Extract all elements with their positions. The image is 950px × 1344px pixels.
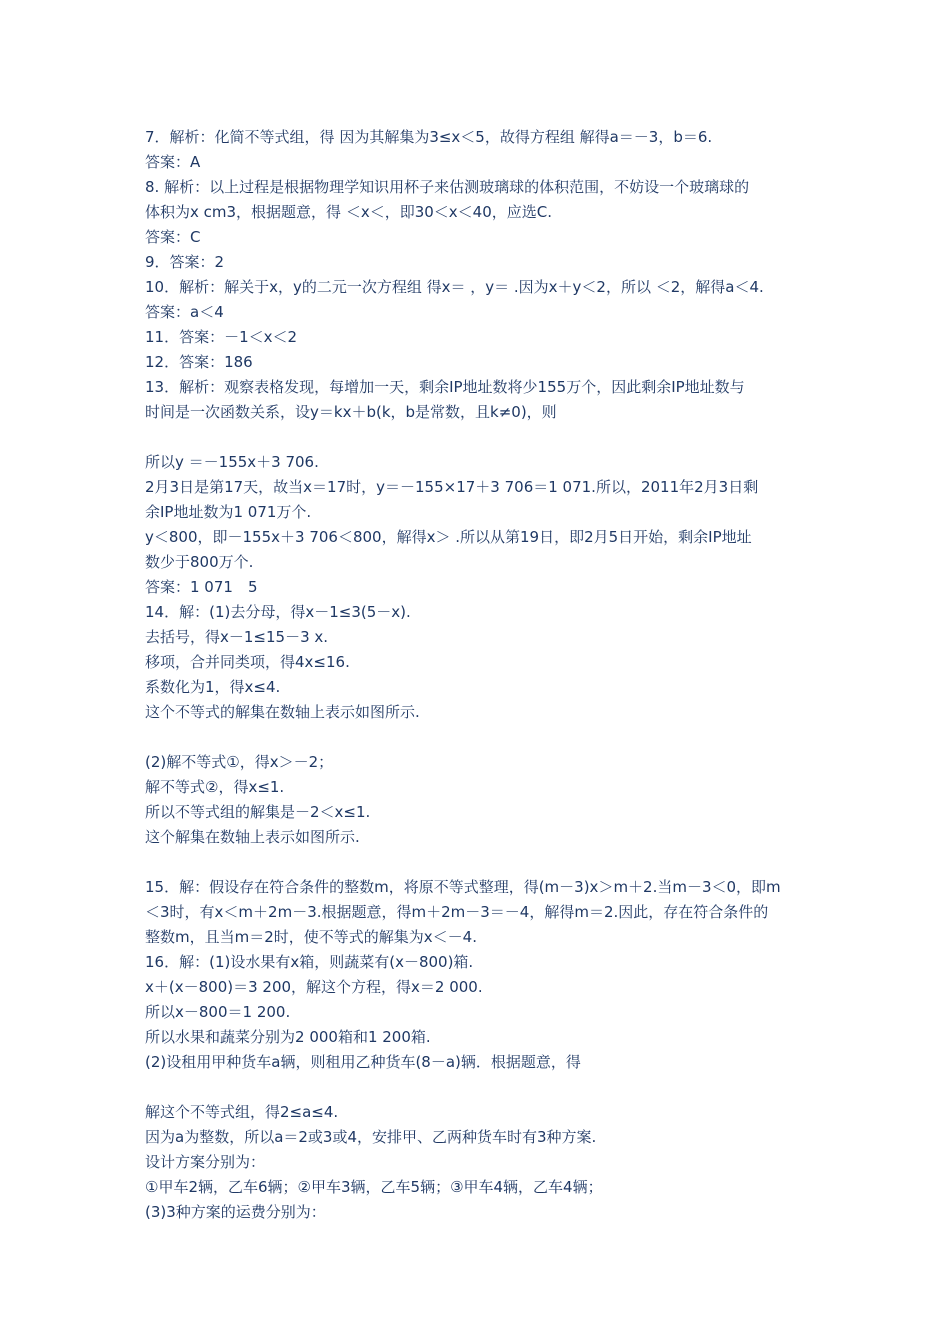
text-line: 10．解析：解关于x，y的二元一次方程组 得x＝ ，y＝ .因为x＋y＜2，所以 ＜2，解得a＜4.: [145, 278, 764, 296]
text-line: 因为a为整数，所以a＝2或3或4，安排甲、乙两种货车时有3种方案.: [145, 1128, 597, 1146]
text-line: ＜3时，有x＜m＋2m－3.根据题意，得m＋2m－3＝－4，解得m＝2.因此，存在符合条件的: [145, 903, 769, 921]
text-line: 2月3日是第17天，故当x＝17时，y＝－155×17＋3 706＝1 071.所以，2011年2月3日剩: [145, 478, 759, 496]
text-line: 13．解析：观察表格发现，每增加一天，剩余IP地址数将少155万个，因此剩余IP地址数与: [145, 378, 745, 396]
text-line: 解这个不等式组，得2≤a≤4.: [145, 1103, 339, 1121]
text-line: 11．答案：－1＜x＜2: [145, 328, 298, 346]
text-line: 答案：A: [145, 153, 201, 171]
blank-line: [145, 850, 810, 875]
text-line: 这个不等式的解集在数轴上表示如图所示.: [145, 703, 420, 721]
text-line: 答案：C: [145, 228, 201, 246]
text-line: (2)设租用甲种货车a辆，则租用乙种货车(8－a)辆．根据题意，得: [145, 1053, 581, 1071]
text-line: 8. 解析：以上过程是根据物理学知识用杯子来估测玻璃球的体积范围，不妨设一个玻璃球的: [145, 178, 750, 196]
text-line: 12．答案：186: [145, 353, 253, 371]
text-line: 所以水果和蔬菜分别为2 000箱和1 200箱.: [145, 1028, 431, 1046]
text-line: 余IP地址数为1 071万个.: [145, 503, 312, 521]
text-line: 去括号，得x－1≤15－3 x.: [145, 628, 329, 646]
text-line: 解不等式②，得x≤1.: [145, 778, 285, 796]
text-line: 整数m，且当m＝2时，使不等式的解集为x＜－4.: [145, 928, 477, 946]
text-line: 这个解集在数轴上表示如图所示.: [145, 828, 360, 846]
text-line: ①甲车2辆，乙车6辆；②甲车3辆，乙车5辆；③甲车4辆，乙车4辆；: [145, 1178, 603, 1196]
blank-line: [145, 725, 810, 750]
text-line: 14．解：(1)去分母，得x－1≤3(5－x).: [145, 603, 411, 621]
blank-line: [145, 425, 810, 450]
text-line: 9．答案：2: [145, 253, 225, 271]
text-line: 所以y ＝－155x＋3 706.: [145, 453, 319, 471]
text-line: 15．解：假设存在符合条件的整数m，将原不等式整理，得(m－3)x＞m＋2.当m－3＜0，即m: [145, 878, 781, 896]
text-line: 7．解析：化简不等式组，得 因为其解集为3≤x＜5，故得方程组 解得a＝－3，b＝6.: [145, 128, 713, 146]
text-line: 移项，合并同类项，得4x≤16.: [145, 653, 350, 671]
answer-text-body: [145, 125, 810, 1225]
blank-line: [145, 1075, 810, 1100]
text-line: 所以不等式组的解集是－2＜x≤1.: [145, 803, 371, 821]
text-line: 答案：1 071 5: [145, 578, 258, 596]
text-line: (3)3种方案的运费分别为：: [145, 1203, 326, 1221]
text-line: (2)解不等式①，得x＞－2；: [145, 753, 334, 771]
text-line: 所以x－800＝1 200.: [145, 1003, 291, 1021]
text-line: x＋(x－800)＝3 200，解这个方程，得x＝2 000.: [145, 978, 483, 996]
text-line: 数少于800万个.: [145, 553, 254, 571]
text-line: 设计方案分别为：: [145, 1153, 266, 1171]
text-line: 答案：a＜4: [145, 303, 224, 321]
text-line: y＜800，即－155x＋3 706＜800，解得x＞ .所以从第19日，即2月5日开始，剩余IP地址: [145, 528, 752, 546]
text-line: 16．解：(1)设水果有x箱，则蔬菜有(x－800)箱.: [145, 953, 474, 971]
text-line: 时间是一次函数关系，设y＝kx＋b(k，b是常数，且k≠0)，则: [145, 403, 557, 421]
text-line: 系数化为1，得x≤4.: [145, 678, 281, 696]
text-line: 体积为x cm3，根据题意，得 ＜x＜，即30＜x＜40，应选C.: [145, 203, 552, 221]
